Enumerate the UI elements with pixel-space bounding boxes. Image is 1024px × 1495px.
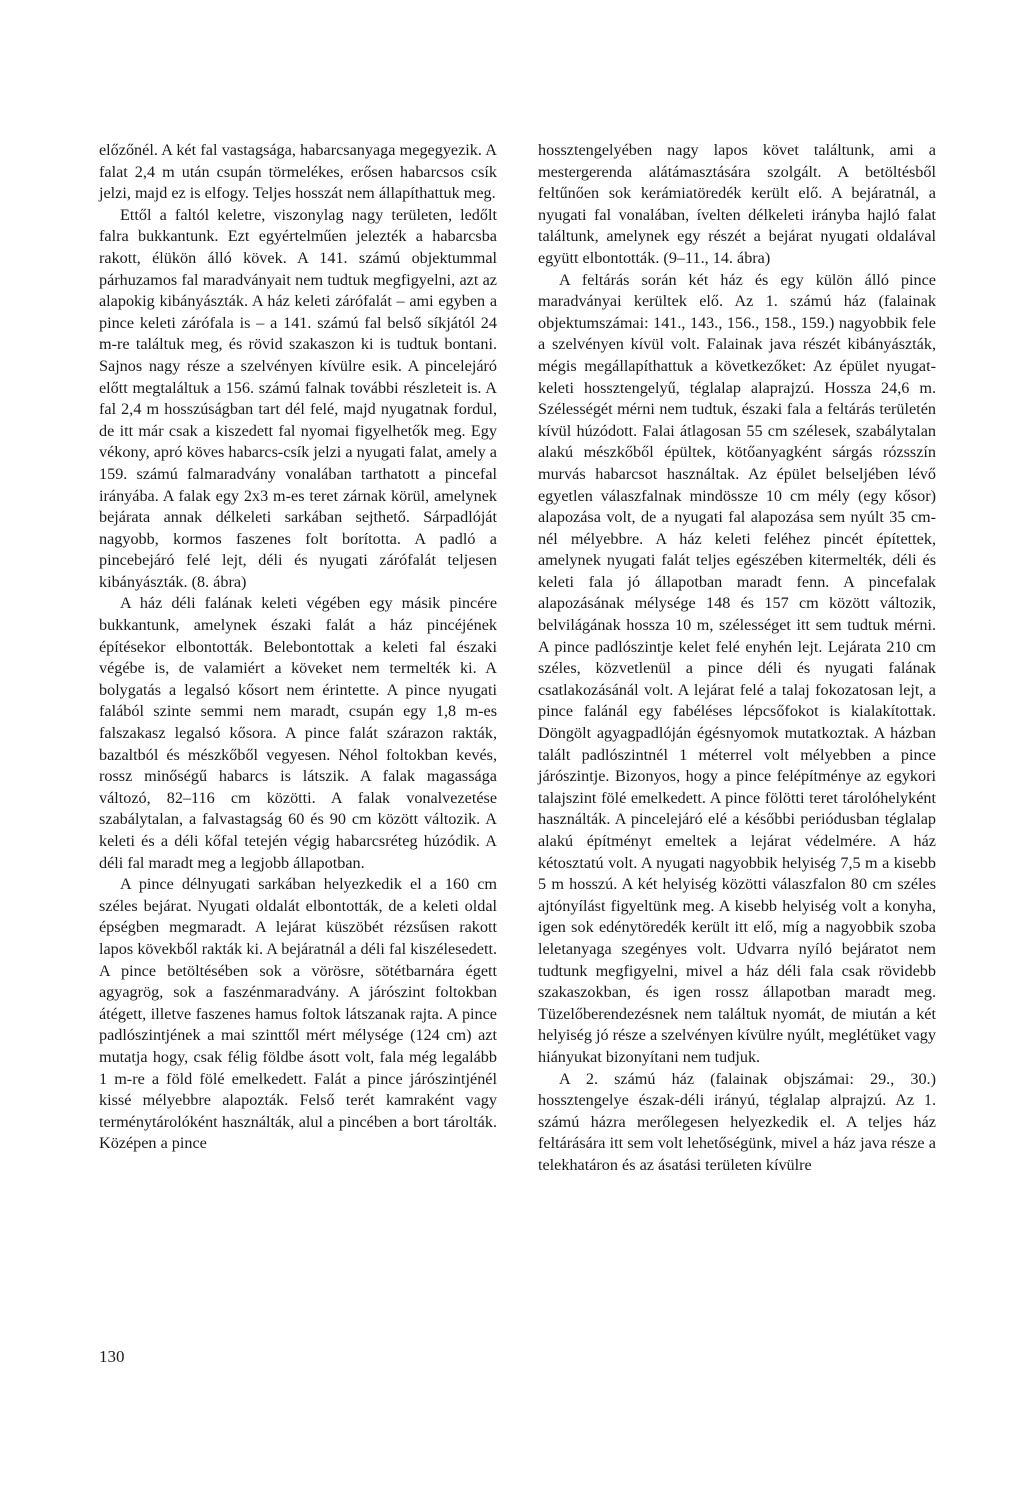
left-paragraph-1: előzőnél. A két fal vastagsága, habarcsanyaga megegyezik. A falat 2,4 m után csupán törmelékes, erősen habarcsos csík jelzi, majd ez is elfogy. Teljes hosszát nem állapíthattuk meg. (99, 141, 497, 203)
left-paragraph-4: A pince délnyugati sarkában helyezkedik el a 160 cm széles bejárat. Nyugati oldalát elbontották, de a keleti oldal épségben megmaradt. A lejárat küszöbét rézsűsen rakott lapos kövekből rakták ki. A bejáratnál a déli fal kiszélesedett. A pince betöltésében sok a vörösre, sötétbarnára égett agyagrög, sok a faszénmaradvány. A járószint foltokban átégett, illetve faszenes hamus foltok látszanak rajta. A pince padlószintjének a mai szinttől mért mélysége (124 cm) azt mutatja hogy, csak félig földbe ásott volt, fala még legalább 1 m-re a föld fölé emelkedett. Falát a pince járószintjénél kissé mélyebbre alapozták. Felső terét kamraként vagy terménytárolóként használták, alul a pincében a bort tárolták. Középen a pince (99, 875, 497, 1153)
left-paragraph-3: A ház déli falának keleti végében egy másik pincére bukkantunk, amelynek északi falát a ház pincéjének építésekor elbontották. Belebontottak a keleti fal északi végébe is, de valamiért a köveket nem termelték ki. A bolygatás a legalsó kősort nem érintette. A pince nyugati falából szinte semmi nem maradt, csupán egy 1,8 m-es falszakasz legalsó kősora. A pince falát szárazon rakták, bazaltból és mészkőből vegyesen. Néhol foltokban kevés, rossz minőségű habarcs is látszik. A falak magassága változó, 82–116 cm közötti. A falak vonalvezetése szabálytalan, a falvastagság 60 és 90 cm között változik. A keleti és a déli kőfal tetején végig habarcsréteg húzódik. A déli fal maradt meg a legjobb állapotban. (99, 594, 497, 872)
left-paragraph-2: Ettől a faltól keletre, viszonylag nagy területen, ledőlt falra bukkantunk. Ezt egyértelműen jelezték a habarcsba rakott, élükön álló kövek. A 141. számú objektummal párhuzamos fal maradványait nem tudtuk megfigyelni, azt az alapokig kibányászták. A ház keleti zárófalát – ami egyben a pince keleti zárófala is – a 141. számú fal belső síkjától 24 m-re találtuk meg, és rövid szakaszon ki is tudtuk bontani. Sajnos nagy része a szelvényen kívülre esik. A pincelejáró előtt megtaláltuk a 156. számú falnak további részleteit is. A fal 2,4 m hosszúságban tart dél felé, majd nyugatnak fordul, de itt már csak a kiszedett fal nyomai figyelhetők meg. Egy vékony, apró köves habarcs-csík jelzi a nyugati falat, amely a 159. számú falmaradvány vonalában tarthatott a pincefal irányába. A falak egy 2x3 m-es teret zárnak körül, amelynek bejárata annak délkeleti sarkában sejthető. Sárpadlóját nagyobb, kormos faszenes folt borította. A padló a pincebejáró felé lejt, déli és nyugati zárófalát teljesen kibányászták. (8. ábra) (99, 205, 497, 591)
right-paragraph-3: A 2. számú ház (falainak objszámai: 29., 30.) hossztengelye észak-déli irányú, téglalap alprajzú. Az 1. számú házra merőlegesen helyezkedik el. A teljes ház feltárására itt sem volt lehetőségünk, mivel a ház java része a telekhatáron és az ásatási területen kívülre (538, 1069, 936, 1174)
left-column (99, 140, 497, 1155)
right-column (538, 140, 936, 1177)
page-number: 130 (99, 1347, 125, 1366)
right-paragraph-1: hossztengelyében nagy lapos követ találtunk, ami a mestergerenda alátámasztására szolgált. A betöltésből feltűnően sok kerámiatöredék került elő. A bejáratnál, a nyugati fal vonalában, ívelten délkeleti irányba hajló falat találtunk, amelynek egy részét a bejárat nyugati oldalával együtt elbontották. (9–11., 14. ábra) (538, 141, 936, 267)
right-paragraph-2: A feltárás során két ház és egy külön álló pince maradványai kerültek elő. Az 1. számú ház (falainak objektumszámai: 141., 143., 156., 158., 159.) nagyobbik fele a szelvényen kívül volt. Falainak java részét kibányászták, mégis megállapíthattuk a következőket: Az épület nyugat-keleti hossztengelyű, téglalap alaprajzú. Hossza 24,6 m. Szélességét mérni nem tudtuk, északi fala a feltárás területén kívül húzódott. Falai átlagosan 55 cm szélesek, szabálytalan alakú mészkőből épültek, kötőanyagként sárgás rózsszín murvás habarcsot használtak. Az épület belseljében lévő egyetlen válaszfalnak mindössze 10 cm mély (egy kősor) alapozása volt, de a nyugati fal alapozása sem nyúlt 35 cm-nél mélyebbre. A ház keleti feléhez pincét építettek, amelynek nyugati falát teljes egészében kitermelték, déli és keleti fala jó állapotban maradt fenn. A pincefalak alapozásának mélysége 148 és 157 cm között változik, belvilágának hossza 10 m, szélességet itt sem tudtuk mérni. A pince padlószintje kelet felé enyhén lejt. Lejárata 210 cm széles, közvetlenül a pince déli és nyugati falának csatlakozásánál volt. A lejárat felé a talaj fokozatosan lejt, a pince falánál egy fabéléses lépcsőfokot is kialakítottak. Döngölt agyagpadlóján égésnyomok mutatkoztak. A házban talált padlószintnél 1 méterrel volt mélyebben a pince járószintje. Bizonyos, hogy a pince felépítménye az egykori talajszint fölé emelkedett. A pince fölötti teret tárolóhelyként használták. A pincelejáró elé a későbbi periódusban téglalap alakú építményt emeltek a lejárat védelmére. A ház kétosztatú volt. A nyugati nagyobbik helyiség 7,5 m a kisebb 5 m hosszú. A két helyiség közötti válaszfalon 80 cm széles ajtónyílást figyeltünk meg. A kisebb helyiség volt a konyha, igen sok edénytöredék került itt elő, míg a nagyobbik szoba leletanyaga szegényes volt. Udvarra nyíló bejáratot nem tudtunk megfigyelni, mivel a ház déli fala csak rövidebb szakaszokban, és igen rossz állapotban maradt meg. Tüzelőberendezésnek nem találtuk nyomát, de miután a két helyiség jó része a szelvényen kívülre nyúlt, meglétüket vagy hiányukat bizonyítani nem tudjuk. (538, 270, 936, 1066)
